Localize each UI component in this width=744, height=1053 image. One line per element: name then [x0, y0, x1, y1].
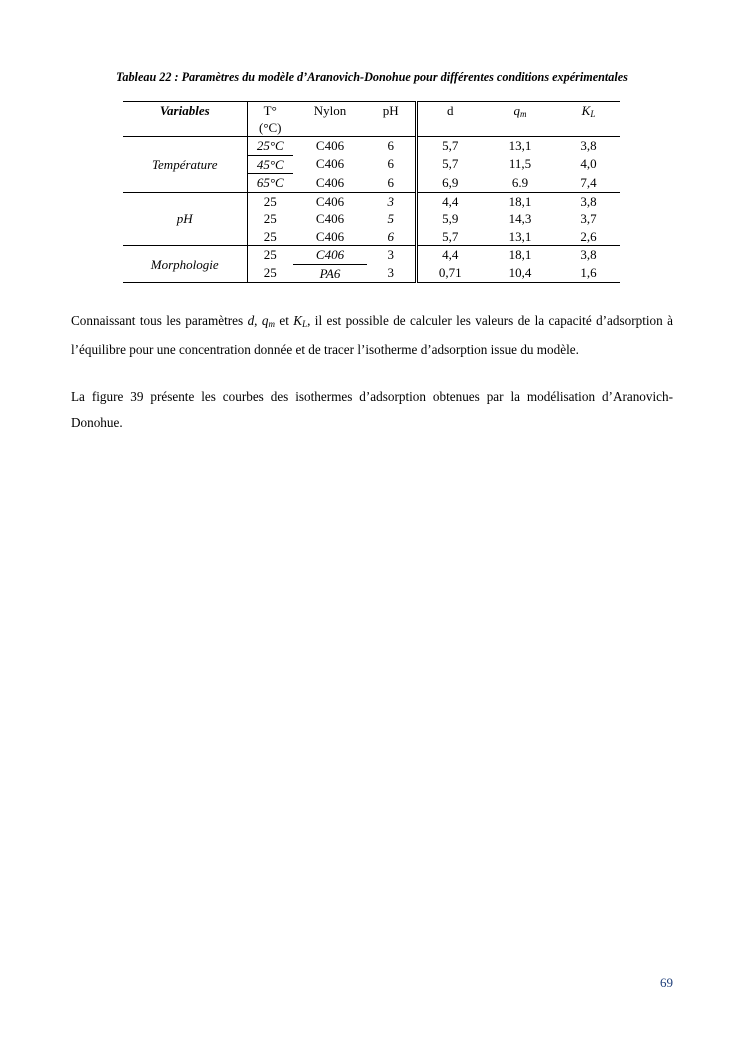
- group-label-morphologie: Morphologie: [123, 246, 247, 283]
- cell-nylon: C406: [315, 156, 345, 171]
- cell-d: 5,7: [416, 155, 483, 174]
- cell-qm: 18,1: [508, 247, 532, 262]
- cell-temperature: 65°C: [247, 174, 293, 193]
- cell-d: 0,71: [416, 264, 483, 283]
- cell-qm: 11,5: [508, 156, 532, 171]
- cell-kl: 3,8: [580, 193, 597, 209]
- cell-temperature: 25: [263, 211, 277, 226]
- cell-kl: 3,7: [580, 211, 597, 226]
- cell-nylon: C406: [315, 138, 345, 153]
- cell-ph: 3: [387, 247, 394, 262]
- paragraph-parameters: Connaissant tous les paramètres d, $q_m$ et $K_L$, il est possible de calculer les valeurs de la capacité d’adsorption à l’équilibre pour une concentration donnée et de tracer l’isotherme d’adsorption issue du modèle.: [71, 313, 673, 357]
- cell-temperature: 45°C: [247, 155, 293, 174]
- header-d: d: [416, 102, 483, 137]
- cell-qm: 18,1: [508, 193, 532, 209]
- table-row: [123, 137, 620, 156]
- cell-temperature: 25°C: [247, 137, 293, 156]
- cell-qm: 6.9: [483, 174, 557, 193]
- parameters-table: [123, 101, 620, 283]
- table-row: [123, 246, 620, 265]
- header-qm: $q_m$: [483, 102, 557, 137]
- cell-kl: 3,8: [580, 247, 597, 262]
- cell-ph: 6: [367, 228, 416, 246]
- cell-d: 4,4: [416, 192, 483, 210]
- cell-ph: 6: [387, 156, 394, 171]
- table-caption: Tableau 22 : Paramètres du modèle d’Aranovich-Donohue pour différentes conditions expérimentales: [116, 70, 628, 84]
- table-header-row: [123, 102, 620, 137]
- header-kl: $K_L$: [557, 102, 620, 137]
- cell-nylon: C406: [293, 174, 367, 193]
- cell-qm: 13,1: [508, 138, 532, 153]
- cell-d: 5,9: [416, 210, 483, 228]
- cell-qm: 10,4: [483, 264, 557, 283]
- paragraph-figure-reference: La figure 39 présente les courbes des isothermes d’adsorption obtenues par la modélisation d’Aranovich-Donohue.: [71, 389, 673, 430]
- cell-ph: 6: [387, 138, 394, 153]
- cell-qm: 13,1: [483, 228, 557, 246]
- cell-d: 5,7: [416, 137, 483, 156]
- cell-nylon: C406: [293, 228, 367, 246]
- cell-ph: 3: [367, 264, 416, 283]
- cell-temperature: 25: [247, 228, 293, 246]
- cell-temperature: 25: [263, 247, 277, 262]
- header-temperature: T° (°C): [247, 102, 293, 137]
- cell-temperature: 25: [247, 264, 293, 283]
- cell-kl: 2,6: [557, 228, 620, 246]
- cell-ph: 3: [387, 193, 394, 209]
- cell-kl: 1,6: [557, 264, 620, 283]
- cell-qm: 14,3: [508, 211, 532, 226]
- cell-ph: 5: [387, 211, 394, 226]
- cell-d: 4,4: [416, 246, 483, 265]
- cell-kl: 7,4: [557, 174, 620, 193]
- cell-temperature: 25: [263, 193, 277, 209]
- cell-kl: 3,8: [580, 138, 597, 153]
- table-row: [123, 192, 620, 210]
- header-variables: Variables: [123, 102, 247, 137]
- cell-nylon: C406: [315, 193, 345, 209]
- cell-nylon: C406: [315, 211, 345, 226]
- cell-kl: 4,0: [580, 156, 597, 171]
- header-ph: pH: [367, 102, 416, 137]
- cell-ph: 6: [367, 174, 416, 193]
- group-label-ph: pH: [123, 192, 247, 246]
- header-nylon: Nylon: [293, 102, 367, 137]
- group-label-temperature: Température: [123, 137, 247, 193]
- cell-nylon: PA6: [293, 264, 367, 283]
- cell-nylon: C406: [293, 246, 367, 265]
- page-number: 69: [660, 975, 673, 990]
- cell-d: 6,9: [416, 174, 483, 193]
- cell-d: 5,7: [416, 228, 483, 246]
